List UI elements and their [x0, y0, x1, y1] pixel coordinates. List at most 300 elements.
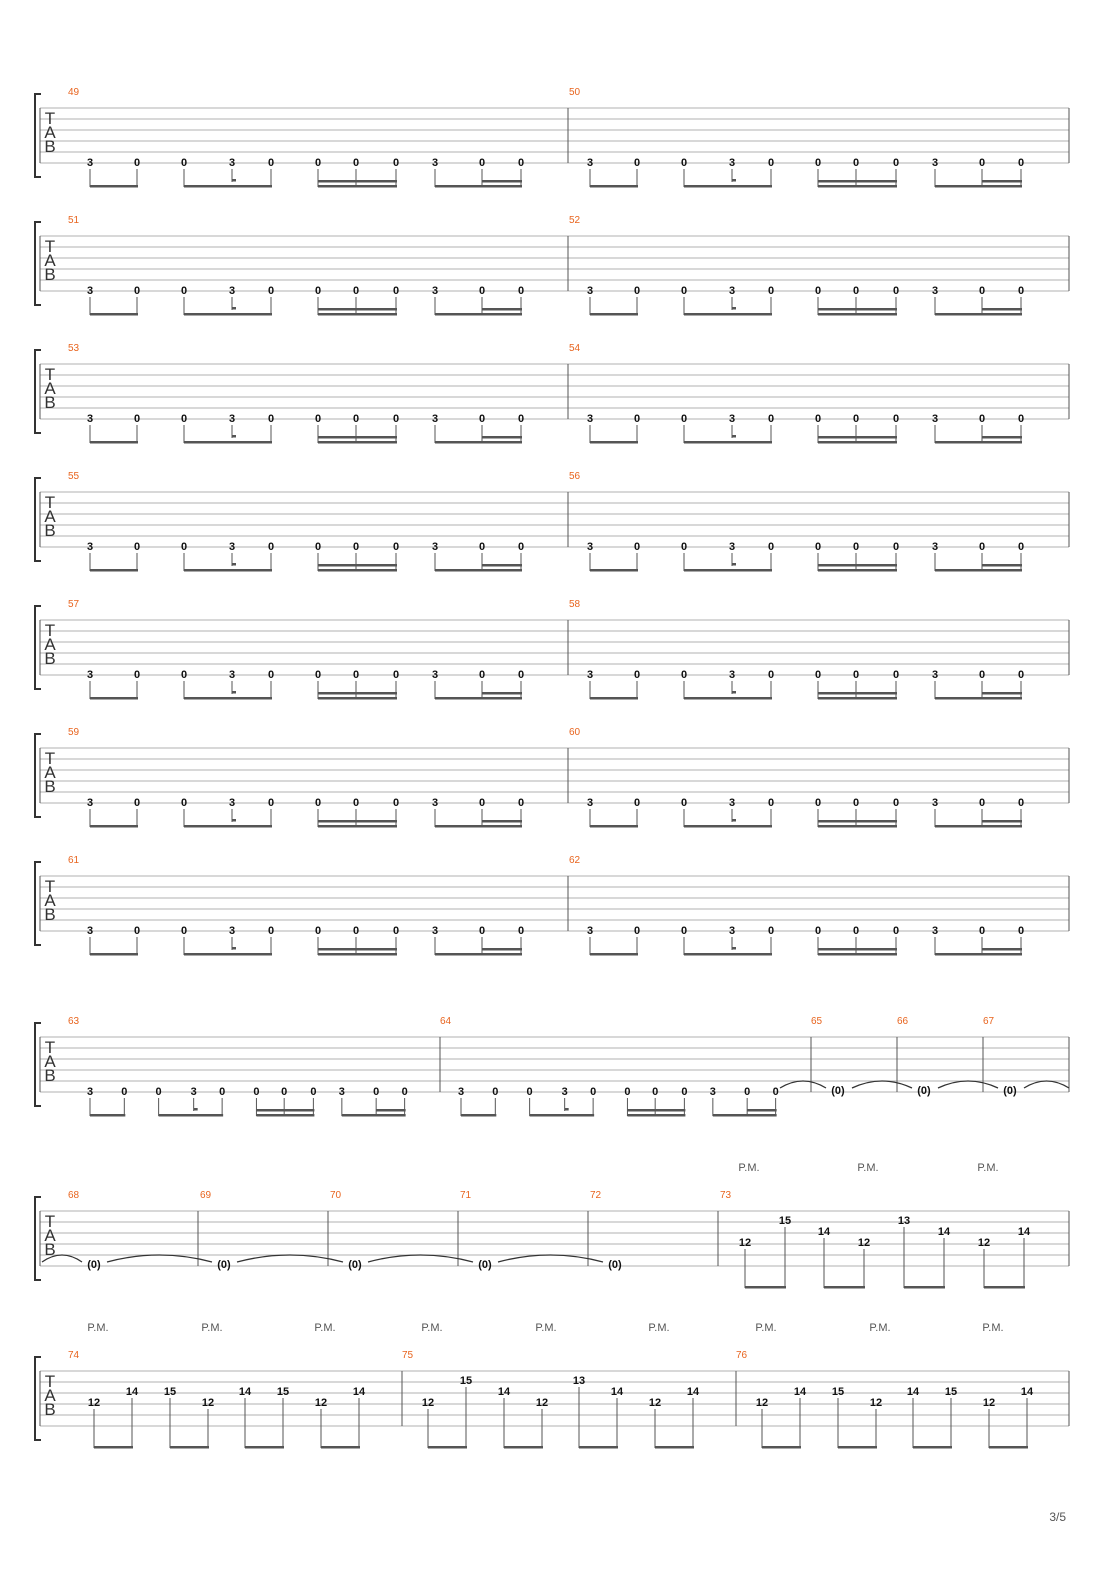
fret-number: 12	[421, 1397, 435, 1409]
beam	[256, 1114, 314, 1117]
fret-number: 0	[517, 285, 525, 297]
measure-number: 73	[720, 1190, 732, 1201]
tab-clef-letter: B	[44, 393, 56, 412]
beam	[590, 697, 638, 700]
fret-number: 0	[478, 669, 486, 681]
fret-number: (0)	[478, 1259, 492, 1271]
beam	[435, 313, 522, 316]
beam	[435, 569, 522, 572]
fret-number: 0	[180, 541, 188, 553]
fret-number: 0	[352, 285, 360, 297]
fret-number: 0	[852, 925, 860, 937]
fret-number: 3	[586, 925, 594, 937]
beam	[318, 185, 397, 188]
rest-dash	[232, 563, 236, 566]
fret-number: (0)	[87, 1259, 101, 1271]
fret-number: 3	[228, 285, 236, 297]
fret-number: 0	[373, 1086, 380, 1098]
beam	[318, 569, 397, 572]
measure-number: 74	[68, 1350, 80, 1361]
beam	[684, 825, 772, 828]
fret-number: 0	[492, 1086, 499, 1098]
fret-number: 0	[772, 1086, 779, 1098]
fret-number: 0	[814, 157, 822, 169]
fret-number: 0	[392, 797, 400, 809]
fret-number: 3	[228, 797, 236, 809]
fret-number: 12	[648, 1397, 662, 1409]
beam	[318, 820, 397, 823]
measure-number: 64	[440, 1016, 452, 1027]
rest-dash	[732, 947, 736, 950]
beam	[184, 953, 272, 956]
beam	[982, 436, 1022, 439]
fret-number: 0	[314, 157, 322, 169]
beam	[318, 948, 397, 951]
beam	[318, 441, 397, 444]
fret-number: 0	[633, 669, 641, 681]
fret-number: 0	[1017, 669, 1025, 681]
fret-number: 0	[133, 541, 141, 553]
fret-number: 0	[517, 925, 525, 937]
fret-number: 0	[590, 1086, 597, 1098]
beam	[318, 180, 397, 183]
beam	[824, 1286, 865, 1289]
fret-number: 0	[281, 1086, 288, 1098]
fret-number: 15	[831, 1386, 845, 1398]
beam	[318, 308, 397, 311]
beam	[482, 436, 522, 439]
fret-number: 0	[1017, 797, 1025, 809]
fret-number: 0	[892, 541, 900, 553]
palm-mute-label: P.M.	[738, 1162, 760, 1174]
beam	[579, 1446, 618, 1449]
beam	[318, 313, 397, 316]
fret-number: 0	[314, 925, 322, 937]
fret-number: 0	[852, 541, 860, 553]
beam	[245, 1446, 284, 1449]
fret-number: 0	[633, 541, 641, 553]
palm-mute-label: P.M.	[869, 1322, 891, 1334]
fret-number: 3	[431, 797, 439, 809]
fret-number: 0	[392, 413, 400, 425]
fret-number: 0	[892, 797, 900, 809]
fret-number: 0	[892, 925, 900, 937]
fret-number: 12	[201, 1397, 215, 1409]
fret-number: 3	[709, 1086, 716, 1098]
fret-number: 12	[535, 1397, 549, 1409]
beam	[904, 1286, 945, 1289]
fret-number: 0	[892, 669, 900, 681]
fret-number: 12	[314, 1397, 328, 1409]
beam	[256, 1109, 314, 1112]
fret-number: 3	[728, 285, 736, 297]
fret-number: 0	[633, 157, 641, 169]
fret-number: 14	[1017, 1226, 1031, 1238]
fret-number: 14	[906, 1386, 920, 1398]
fret-number: 3	[431, 925, 439, 937]
beam	[982, 948, 1022, 951]
fret-number: 0	[392, 925, 400, 937]
beam	[684, 313, 772, 316]
measure-number: 76	[736, 1350, 748, 1361]
measure-number: 62	[569, 855, 581, 866]
fret-number: 14	[125, 1386, 139, 1398]
fret-number: 0	[744, 1086, 751, 1098]
fret-number: 12	[738, 1237, 752, 1249]
tab-clef-letter: B	[44, 777, 56, 796]
beam	[655, 1446, 694, 1449]
beam	[935, 697, 1022, 700]
fret-number: 3	[86, 413, 94, 425]
beam	[376, 1109, 405, 1112]
tie-arc	[368, 1255, 473, 1262]
fret-number: 0	[978, 925, 986, 937]
beam	[482, 948, 522, 951]
fret-number: 13	[897, 1215, 911, 1227]
beam	[590, 825, 638, 828]
beam	[818, 820, 897, 823]
tab-clef-letter: T	[44, 621, 56, 640]
measure-number: 58	[569, 599, 581, 610]
tab-clef-letter: T	[44, 365, 56, 384]
fret-number: 0	[133, 413, 141, 425]
fret-number: 0	[133, 157, 141, 169]
fret-number: 3	[728, 413, 736, 425]
fret-number: 0	[517, 541, 525, 553]
beam	[684, 441, 772, 444]
measure-number: 60	[569, 727, 581, 738]
fret-number: 0	[352, 797, 360, 809]
beam	[435, 441, 522, 444]
fret-number: (0)	[1003, 1085, 1017, 1097]
fret-number: (0)	[217, 1259, 231, 1271]
beam	[818, 441, 897, 444]
fret-number: 0	[633, 925, 641, 937]
beam	[684, 185, 772, 188]
tab-clef-letter: A	[44, 891, 56, 910]
fret-number: 0	[352, 925, 360, 937]
measure-number: 54	[569, 343, 581, 354]
beam	[818, 313, 897, 316]
beam	[435, 185, 522, 188]
fret-number: 0	[517, 797, 525, 809]
fret-number: 0	[392, 157, 400, 169]
beam	[982, 820, 1022, 823]
fret-number: 12	[755, 1397, 769, 1409]
fret-number: 0	[401, 1086, 408, 1098]
beam	[482, 692, 522, 695]
beam	[318, 825, 397, 828]
fret-number: 3	[190, 1086, 197, 1098]
measure-number: 59	[68, 727, 80, 738]
tab-clef-letter: B	[44, 1400, 56, 1419]
fret-number: 0	[814, 925, 822, 937]
measure-number: 49	[68, 87, 80, 98]
fret-number: 0	[680, 413, 688, 425]
fret-number: 0	[219, 1086, 226, 1098]
fret-number: 0	[652, 1086, 659, 1098]
beam	[747, 1109, 776, 1112]
fret-number: 0	[478, 797, 486, 809]
fret-number: 14	[352, 1386, 366, 1398]
beam	[482, 820, 522, 823]
tab-clef-letter: T	[44, 109, 56, 128]
fret-number: 3	[431, 413, 439, 425]
fret-number: 0	[314, 285, 322, 297]
fret-number: 0	[267, 669, 275, 681]
beam	[982, 564, 1022, 567]
fret-number: 0	[680, 669, 688, 681]
fret-number: 12	[869, 1397, 883, 1409]
palm-mute-label: P.M.	[648, 1322, 670, 1334]
tab-clef-letter: A	[44, 1052, 56, 1071]
fret-number: 0	[892, 285, 900, 297]
fret-number: 3	[728, 797, 736, 809]
measure-number: 53	[68, 343, 80, 354]
fret-number: 0	[517, 157, 525, 169]
beam	[184, 697, 272, 700]
fret-number: 3	[931, 797, 939, 809]
tab-clef-letter: A	[44, 123, 56, 142]
measure-number: 63	[68, 1016, 80, 1027]
palm-mute-label: P.M.	[421, 1322, 443, 1334]
fret-number: 0	[978, 797, 986, 809]
fret-number: 3	[431, 157, 439, 169]
rest-dash	[232, 307, 236, 310]
beam	[482, 180, 522, 183]
fret-number: 3	[561, 1086, 568, 1098]
palm-mute-label: P.M.	[314, 1322, 336, 1334]
fret-number: 0	[852, 797, 860, 809]
fret-number: 0	[852, 285, 860, 297]
rest-dash	[232, 179, 236, 182]
fret-number: 0	[133, 669, 141, 681]
tab-clef-letter: T	[44, 877, 56, 896]
fret-number: 15	[944, 1386, 958, 1398]
beam	[90, 825, 138, 828]
beam	[90, 953, 138, 956]
measure-number: 52	[569, 215, 581, 226]
fret-number: 0	[852, 669, 860, 681]
fret-number: 15	[276, 1386, 290, 1398]
fret-number: 12	[857, 1237, 871, 1249]
beam	[318, 436, 397, 439]
fret-number: 0	[814, 669, 822, 681]
fret-number: 3	[228, 157, 236, 169]
fret-number: 3	[586, 541, 594, 553]
beam	[504, 1446, 543, 1449]
fret-number: 0	[814, 413, 822, 425]
beam	[984, 1286, 1025, 1289]
beam	[170, 1446, 209, 1449]
fret-number: 3	[228, 541, 236, 553]
fret-number: 0	[267, 925, 275, 937]
fret-number: 0	[767, 925, 775, 937]
fret-number: 0	[314, 541, 322, 553]
measure-number: 71	[460, 1190, 472, 1201]
fret-number: 0	[680, 157, 688, 169]
fret-number: 3	[431, 541, 439, 553]
fret-number: 0	[680, 925, 688, 937]
fret-number: 0	[633, 413, 641, 425]
fret-number: 0	[892, 413, 900, 425]
fret-number: 0	[352, 413, 360, 425]
fret-number: 14	[497, 1386, 511, 1398]
rest-dash	[732, 563, 736, 566]
fret-number: 14	[1020, 1386, 1034, 1398]
fret-number: 0	[767, 413, 775, 425]
fret-number: 0	[267, 797, 275, 809]
tab-clef-letter: B	[44, 1240, 56, 1259]
fret-number: 0	[180, 285, 188, 297]
beam	[989, 1446, 1028, 1449]
palm-mute-label: P.M.	[857, 1162, 879, 1174]
fret-number: 0	[767, 285, 775, 297]
fret-number: 3	[457, 1086, 465, 1098]
fret-number: 3	[431, 285, 439, 297]
beam	[318, 697, 397, 700]
beam	[590, 313, 638, 316]
rest-dash	[194, 1108, 198, 1111]
beam	[818, 697, 897, 700]
rest-dash	[232, 819, 236, 822]
beam	[94, 1446, 133, 1449]
beam	[818, 564, 897, 567]
fret-number: 3	[586, 669, 594, 681]
tie-arc	[107, 1255, 212, 1262]
beam	[342, 1114, 406, 1117]
beam	[762, 1446, 801, 1449]
beam	[184, 313, 272, 316]
fret-number: 0	[267, 413, 275, 425]
beam	[838, 1446, 877, 1449]
fret-number: 0	[352, 157, 360, 169]
fret-number: 3	[86, 925, 94, 937]
fret-number: 0	[133, 285, 141, 297]
fret-number: 14	[817, 1226, 831, 1238]
fret-number: 3	[931, 285, 939, 297]
fret-number: 3	[728, 925, 736, 937]
palm-mute-label: P.M.	[87, 1322, 109, 1334]
fret-number: 14	[686, 1386, 700, 1398]
fret-number: 0	[624, 1086, 631, 1098]
measure-number: 51	[68, 215, 80, 226]
fret-number: 0	[314, 669, 322, 681]
fret-number: 0	[526, 1086, 533, 1098]
beam	[318, 692, 397, 695]
beam	[90, 1114, 125, 1117]
fret-number: 3	[586, 285, 594, 297]
fret-number: 3	[931, 669, 939, 681]
fret-number: 0	[814, 541, 822, 553]
beam	[684, 697, 772, 700]
beam	[818, 436, 897, 439]
fret-number: 0	[478, 157, 486, 169]
tab-clef-letter: B	[44, 265, 56, 284]
fret-number: 14	[793, 1386, 807, 1398]
tie-arc	[237, 1255, 343, 1262]
measure-number: 75	[402, 1350, 414, 1361]
fret-number: 3	[86, 285, 94, 297]
beam	[184, 441, 272, 444]
beam	[184, 569, 272, 572]
fret-number: 14	[238, 1386, 252, 1398]
tab-clef-letter: A	[44, 635, 56, 654]
fret-number: (0)	[608, 1259, 622, 1271]
fret-number: 3	[228, 669, 236, 681]
fret-number: (0)	[831, 1085, 845, 1097]
measure-number: 69	[200, 1190, 212, 1201]
fret-number: 0	[517, 413, 525, 425]
beam	[90, 185, 138, 188]
fret-number: 3	[586, 413, 594, 425]
beam	[90, 569, 138, 572]
measure-number: 70	[330, 1190, 342, 1201]
palm-mute-label: P.M.	[977, 1162, 999, 1174]
tab-clef-letter: B	[44, 905, 56, 924]
measure-number: 55	[68, 471, 80, 482]
fret-number: 0	[478, 285, 486, 297]
fret-number: 0	[478, 541, 486, 553]
fret-number: 0	[314, 413, 322, 425]
fret-number: 0	[814, 797, 822, 809]
beam	[935, 569, 1022, 572]
fret-number: 3	[86, 797, 94, 809]
measure-number: 66	[897, 1016, 909, 1027]
tie-arc	[780, 1081, 826, 1088]
fret-number: 3	[86, 541, 94, 553]
fret-number: 0	[1017, 285, 1025, 297]
beam	[435, 697, 522, 700]
measure-number: 65	[811, 1016, 823, 1027]
fret-number: 0	[852, 413, 860, 425]
beam	[935, 313, 1022, 316]
beam	[713, 1114, 777, 1117]
fret-number: 0	[767, 157, 775, 169]
fret-number: 3	[728, 157, 736, 169]
fret-number: 0	[267, 541, 275, 553]
beam	[627, 1109, 685, 1112]
tab-clef-letter: T	[44, 1372, 56, 1391]
rest-dash	[732, 435, 736, 438]
fret-number: 0	[352, 669, 360, 681]
measure-number: 57	[68, 599, 80, 610]
rest-dash	[732, 307, 736, 310]
fret-number: 3	[86, 1086, 94, 1098]
beam	[590, 441, 638, 444]
fret-number: 3	[86, 157, 94, 169]
rest-dash	[565, 1108, 569, 1111]
beam	[482, 564, 522, 567]
beam	[530, 1114, 595, 1117]
fret-number: 14	[610, 1386, 624, 1398]
beam	[428, 1446, 467, 1449]
tab-clef-letter: A	[44, 1386, 56, 1405]
fret-number: 0	[517, 669, 525, 681]
fret-number: 15	[778, 1215, 792, 1227]
beam	[982, 180, 1022, 183]
measure-number: 61	[68, 855, 80, 866]
fret-number: 0	[180, 925, 188, 937]
fret-number: 0	[133, 797, 141, 809]
beam	[318, 564, 397, 567]
fret-number: 0	[1017, 541, 1025, 553]
beam	[935, 185, 1022, 188]
fret-number: 3	[228, 925, 236, 937]
rest-dash	[232, 947, 236, 950]
beam	[461, 1114, 496, 1117]
fret-number: 0	[180, 797, 188, 809]
